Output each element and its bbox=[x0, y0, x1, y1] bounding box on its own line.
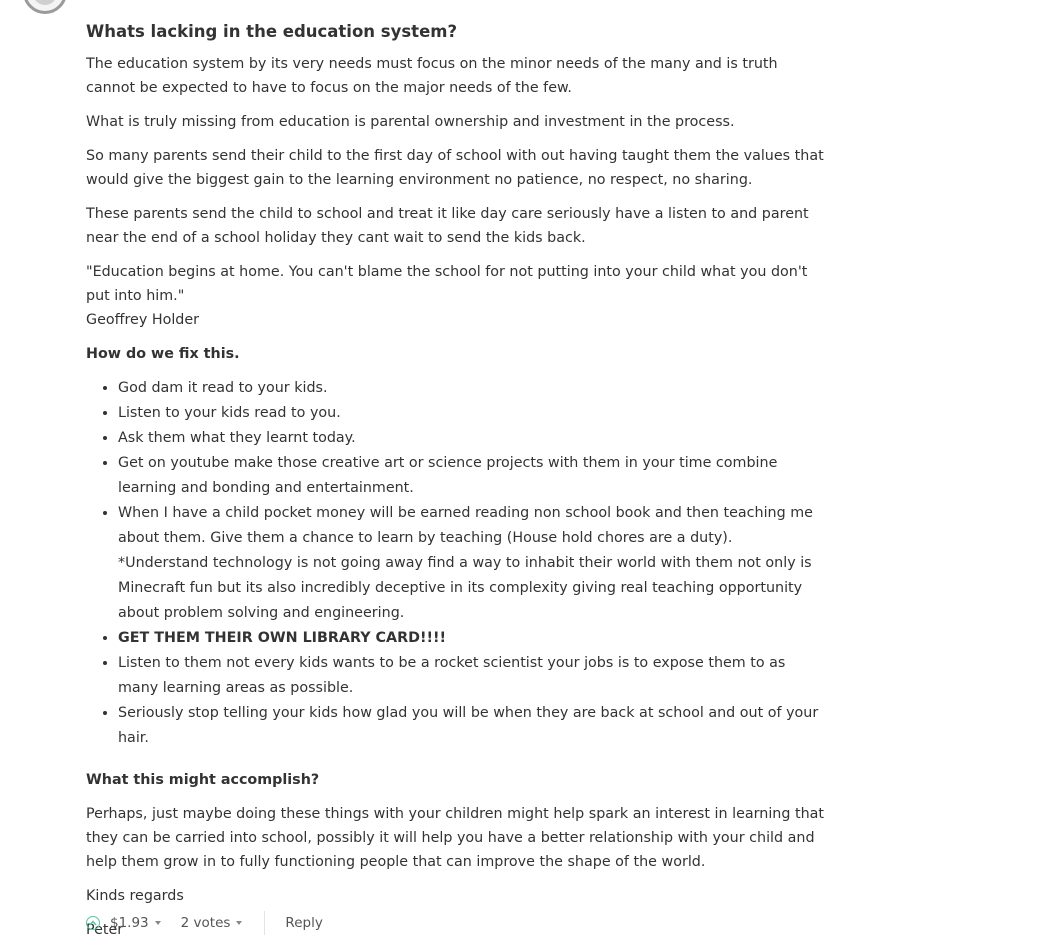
list-item-text: *Understand technology is not going away find a way to inhabit their world with them not only is Minecraft fun but its also incredibly deceptive in its complexity giving real teaching opportunity about problem solving and engineering. bbox=[118, 555, 812, 621]
votes-dropdown[interactable] bbox=[181, 915, 243, 931]
paragraph: So many parents send their child to the first day of school with out having taught them the values that would give the biggest gain to the learning environment no patience, no respect, no sharing. bbox=[86, 148, 824, 188]
upvote-icon[interactable] bbox=[86, 916, 100, 930]
payout-dropdown[interactable] bbox=[110, 915, 161, 931]
list-item bbox=[118, 626, 826, 651]
signature: Peter bbox=[86, 922, 124, 938]
avatar[interactable] bbox=[23, 0, 67, 14]
list-item-text: When I have a child pocket money will be earned reading non school book and then teaching me about them. Give them a chance to learn by teaching (House hold chores are a duty). bbox=[118, 505, 813, 546]
chevron-down-icon bbox=[236, 921, 242, 925]
quote-block bbox=[86, 260, 826, 332]
divider bbox=[264, 911, 265, 935]
chevron-down-icon bbox=[155, 921, 161, 925]
list-item: • Listen to your kids read to you. bbox=[118, 401, 826, 426]
list-item: • Listen to them not every kids wants to be a rocket scientist your jobs is to expose them to as many learning areas as possible. bbox=[118, 651, 826, 701]
paragraph: What is truly missing from education is parental ownership and investment in the process. bbox=[86, 114, 735, 130]
reply-link[interactable]: Reply bbox=[285, 915, 323, 931]
paragraph: These parents send the child to school and treat it like day care seriously have a listen to and parent near the end of a school holiday they cant wait to send the kids back. bbox=[86, 206, 809, 246]
quote-text: "Education begins at home. You can't blame the school for not putting into your child what you don't put into him." bbox=[86, 264, 808, 304]
list-item bbox=[118, 501, 826, 626]
library-card-emphasis: GET THEM THEIR OWN LIBRARY CARD!!!! bbox=[118, 630, 447, 646]
comment-footer bbox=[86, 911, 323, 935]
list-item: • Seriously stop telling your kids how glad you will be when they are back at school and out of your hair. bbox=[118, 701, 826, 751]
payout-value: $1.93 bbox=[110, 915, 149, 931]
accomplish-heading: What this might accomplish? bbox=[86, 772, 320, 788]
comment-title: Whats lacking in the education system? bbox=[86, 22, 458, 41]
comment-body bbox=[86, 21, 826, 952]
list-item: • Get on youtube make those creative art or science projects with them in your time combine learning and bonding and entertainment. bbox=[118, 451, 826, 501]
list-item: • God dam it read to your kids. bbox=[118, 376, 826, 401]
list-item: • Ask them what they learnt today. bbox=[118, 426, 826, 451]
paragraph: The education system by its very needs must focus on the minor needs of the many and is truth cannot be expected to have to focus on the major needs of the few. bbox=[86, 56, 778, 96]
fix-heading: How do we fix this. bbox=[86, 346, 240, 362]
votes-count: 2 votes bbox=[180, 915, 231, 931]
fix-list bbox=[86, 376, 826, 751]
quote-author: Geoffrey Holder bbox=[86, 312, 200, 328]
closing: Kinds regards bbox=[86, 888, 184, 904]
paragraph: Perhaps, just maybe doing these things with your children might help spark an interest in learning that they can be carried into school, possibly it will help you have a better relationship with your child and help them grow in to fully functioning people that can improve the shape of the world. bbox=[86, 806, 824, 870]
